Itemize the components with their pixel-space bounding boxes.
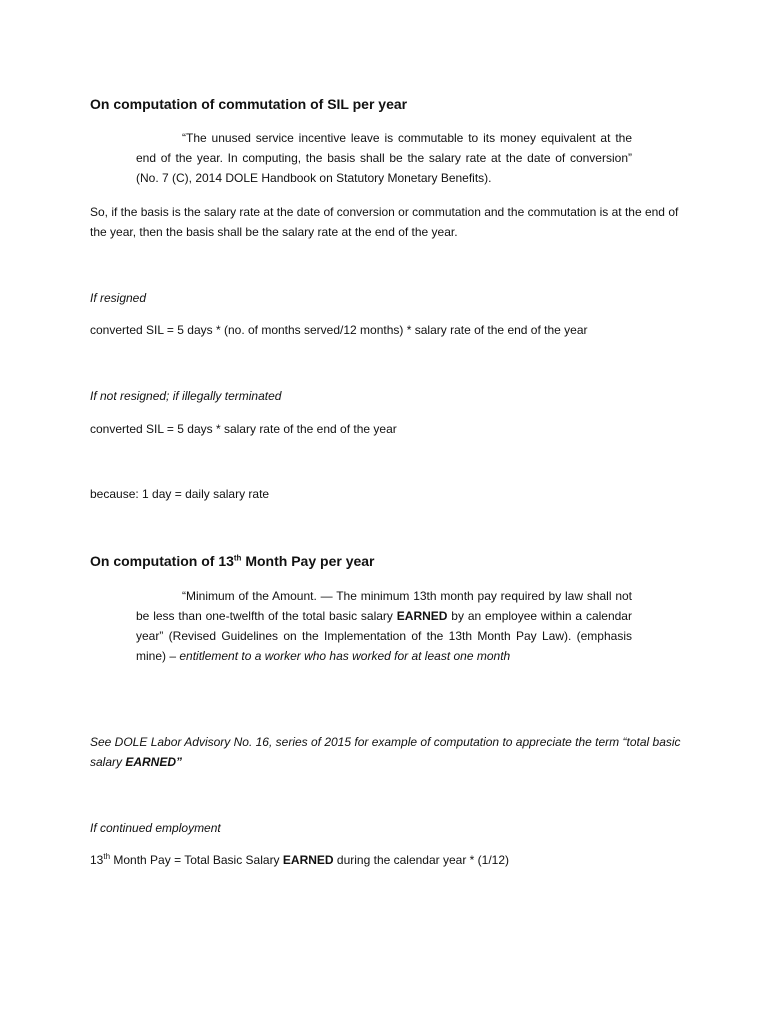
heading-text-end: Month Pay per year (241, 553, 375, 569)
if-resigned-text: If resigned (90, 291, 147, 305)
sil-quote-continuation: the end of the year. In computing, the basis shall be the salary rate at the date of conversion” (No. 7 (C), 2014 DOLE Handbook on Statutory Monetary Benefits). (136, 131, 632, 185)
formula-middle: Month Pay = Total Basic Salary (110, 853, 283, 867)
not-resigned-label (90, 386, 281, 406)
thirteenth-quote (136, 586, 632, 666)
not-resigned-text: If not resigned; if illegally terminated (90, 389, 282, 403)
continued-employment-label (90, 818, 221, 838)
heading-superscript: th (233, 553, 242, 563)
formula-superscript: th (103, 852, 111, 861)
see-advisory-earned: EARNED” (125, 755, 183, 769)
because-note: because: 1 day = daily salary rate (90, 487, 270, 501)
formula-earned-bold: EARNED (282, 853, 334, 867)
quote-earned-bold: EARNED (396, 609, 448, 623)
heading-text-start: On computation of 13 (90, 553, 234, 569)
quote-part-a: “Minimum of the Amount. — The minimum 13th month pay required by law shall not be less than one-twelfth of the total basic salary (136, 589, 632, 623)
thirteenth-month-heading (90, 552, 375, 570)
not-resigned-formula: converted SIL = 5 days * salary rate of the end of the year (90, 422, 397, 436)
continued-employment-text: If continued employment (90, 821, 221, 835)
see-advisory-note (90, 732, 686, 772)
resigned-formula: converted SIL = 5 days * (no. of months served/12 months) * salary rate of the end of the year (90, 323, 588, 337)
sil-heading: On computation of commutation of SIL per year (90, 96, 408, 112)
sil-quote-first-line: “The unused service incentive leave is commutable to its money equivalent at (182, 131, 611, 145)
if-resigned-label (90, 288, 146, 308)
formula-start: 13 (90, 853, 104, 867)
sil-quote (136, 128, 632, 188)
quote-part-b: by an employee within a calendar year” (Revised Guidelines on the Implementation of the 13th Month Pay Law). (emphasis mine) – (136, 609, 632, 663)
quote-entitlement-italic: entitlement to a worker who has worked for at least one month (179, 649, 511, 663)
thirteenth-formula (90, 850, 509, 870)
sil-basis-paragraph: So, if the basis is the salary rate at the date of conversion or commutation and the commutation is at the end of the year, then the basis shall be the salary rate at the end of the year. (90, 205, 679, 239)
formula-end: during the calendar year * (1/12) (333, 853, 510, 867)
see-advisory-text: See DOLE Labor Advisory No. 16, series of 2015 for example of computation to appreciate the term “total basic salary (90, 735, 681, 769)
